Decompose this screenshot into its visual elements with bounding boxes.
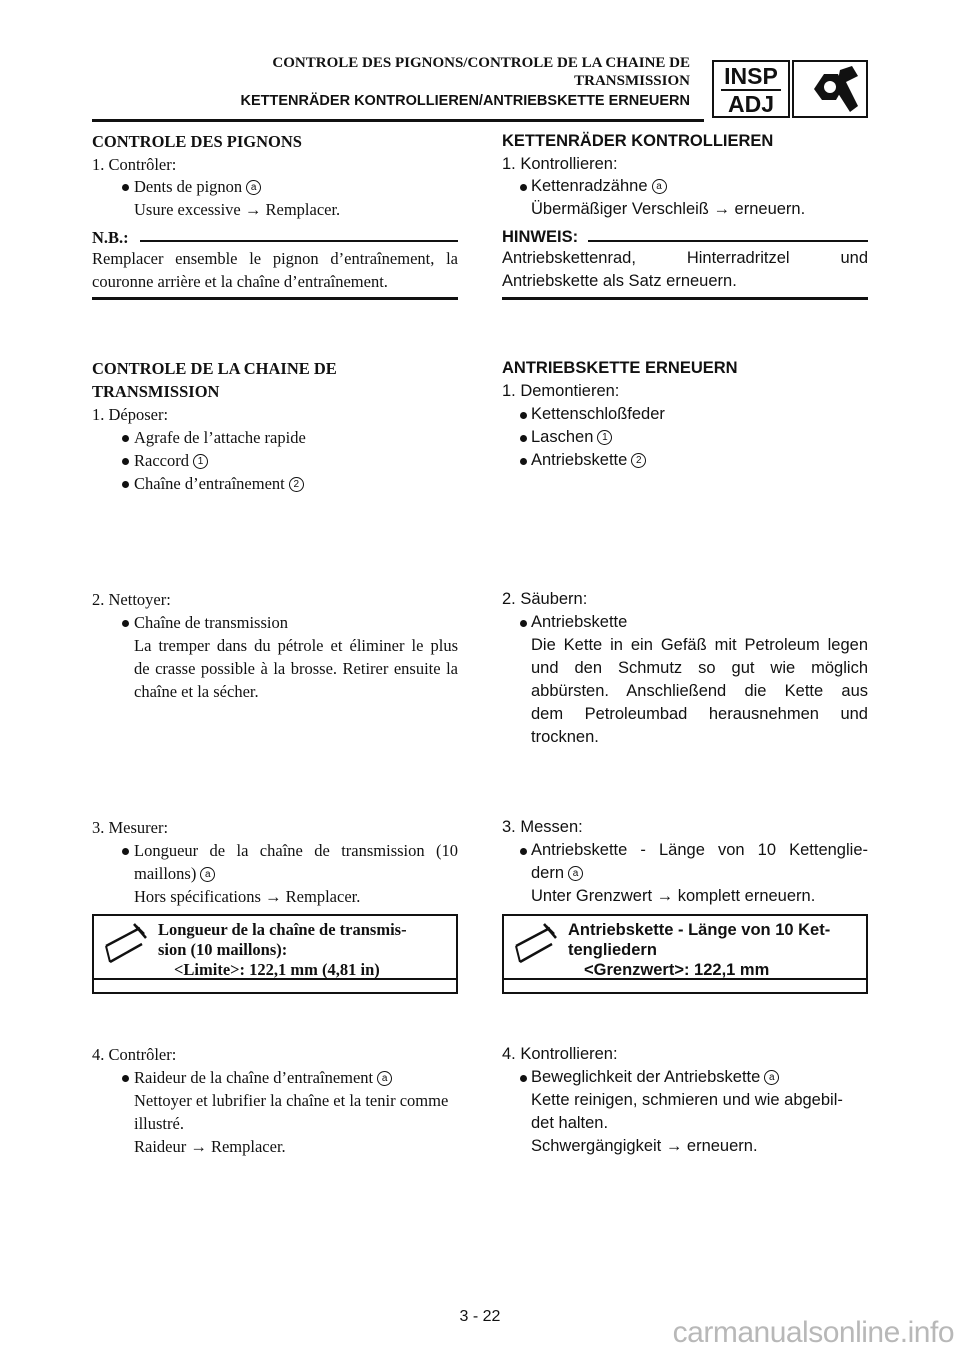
bullet-icon xyxy=(122,184,129,191)
de-chain-bullet-4: Antriebskette xyxy=(531,613,628,631)
de-chain-step-3: 3. Messen: xyxy=(502,818,583,836)
fr-chain-bullet-3: Chaîne d’entraînement 2 xyxy=(134,474,304,494)
bullet-icon xyxy=(122,435,129,442)
fr-nb-text-2: couronne arrière et la chaîne d’entraînement. xyxy=(92,272,388,291)
nb-rule xyxy=(588,240,868,242)
de-chain-step-2: 2. Säubern: xyxy=(502,590,588,608)
de-chain-bullet-1: Kettenschloßfeder xyxy=(531,405,665,423)
fr-chain-step-3: 3. Mesurer: xyxy=(92,818,169,837)
fr-chain-bullet-2: Raccord 1 xyxy=(134,451,208,471)
de-spec-box xyxy=(502,914,868,994)
header-title-fr-1: CONTROLE DES PIGNONS/CONTROLE DE LA CHAINE DE xyxy=(272,55,690,71)
fr-clean-3: chaîne et la sécher. xyxy=(134,682,259,701)
fr-sprocket-step-1: 1. Contrôler: xyxy=(92,155,177,174)
bullet-icon xyxy=(520,412,527,419)
bullet-icon xyxy=(122,481,129,488)
fr-stiff-3: Raideur → Remplacer. xyxy=(134,1137,286,1156)
fr-measure-2: maillons) a xyxy=(134,864,215,884)
de-clean-4: dem Petroleumbad herausnehmen und xyxy=(531,705,868,723)
de-nb-label: HINWEIS: xyxy=(502,228,579,246)
de-spec-line-1: Antriebskette - Länge von 10 Ket- xyxy=(568,921,831,939)
fr-nb-text-1: Remplacer ensemble le pignon d’entraînement, la xyxy=(92,249,458,268)
de-stiff-3: Schwergängigkeit → erneuern. xyxy=(531,1137,758,1155)
fr-chain-bullet-4: Chaîne de transmission xyxy=(134,613,288,632)
fr-spec-line-2: sion (10 maillons): xyxy=(158,940,288,959)
callout-a-icon: a xyxy=(568,866,583,881)
callout-a-icon: a xyxy=(652,179,667,194)
callout-2-icon: 2 xyxy=(289,477,304,492)
de-clean-3: abbürsten. Anschließend die Kette aus xyxy=(531,682,868,700)
fr-spec-line-1: Longueur de la chaîne de transmis- xyxy=(158,920,407,939)
header-title-de: KETTENRÄDER KONTROLLIEREN/ANTRIEBSKETTE ERNEUERN xyxy=(240,93,690,109)
callout-a-icon: a xyxy=(377,1071,392,1086)
fr-clean-1: La tremper dans du pétrole et éliminer le plus xyxy=(134,636,458,655)
bullet-icon xyxy=(520,184,527,191)
bullet-icon xyxy=(520,848,527,855)
fr-stiff-bullet: Raideur de la chaîne d’entraînement a xyxy=(134,1068,392,1088)
de-nb-text-2: Antriebskette als Satz erneuern. xyxy=(502,272,737,290)
fr-clean-2: de crasse possible à la brosse. Retirer ensuite la xyxy=(134,659,458,678)
fr-chain-step-4: 4. Contrôler: xyxy=(92,1045,177,1064)
bullet-icon xyxy=(122,458,129,465)
bullet-icon xyxy=(520,458,527,465)
bullet-icon xyxy=(122,1075,129,1082)
page-number: 3 - 22 xyxy=(459,1308,501,1325)
nb-end-rule xyxy=(92,297,458,300)
de-stiff-1: Kette reinigen, schmieren und wie abgebil- xyxy=(531,1091,843,1109)
de-stiff-2: det halten. xyxy=(531,1114,609,1132)
spec-caliper-icon xyxy=(510,922,560,974)
callout-2-icon: 2 xyxy=(631,453,646,468)
fr-sprocket-bullet-1: Dents de pignon a xyxy=(134,177,261,197)
fr-chain-step-1: 1. Déposer: xyxy=(92,405,169,424)
fr-measure-1: Longueur de la chaîne de transmission (10 xyxy=(134,841,458,860)
fr-measure-limit: Hors spécifications → Remplacer. xyxy=(134,887,361,906)
bullet-icon xyxy=(520,435,527,442)
de-chain-step-1: 1. Demontieren: xyxy=(502,382,620,400)
fr-spec-box xyxy=(92,914,458,994)
bullet-icon xyxy=(122,848,129,855)
de-clean-5: trocknen. xyxy=(531,728,599,746)
callout-1-icon: 1 xyxy=(597,430,612,445)
de-measure-1: Antriebskette - Länge von 10 Kettenglie- xyxy=(531,841,868,859)
de-measure-limit: Unter Grenzwert → komplett erneuern. xyxy=(531,887,816,905)
german-column xyxy=(502,0,868,1300)
de-measure-2: dern a xyxy=(531,864,583,883)
de-nb-text-1: Antriebskettenrad, Hinterradritzel und xyxy=(502,249,868,267)
badge-adj: ADJ xyxy=(727,91,774,117)
de-clean-1: Die Kette in ein Gefäß mit Petroleum legen xyxy=(531,636,868,654)
de-chain-title: ANTRIEBSKETTE ERNEUERN xyxy=(502,359,738,377)
fr-chain-step-2: 2. Nettoyer: xyxy=(92,590,171,609)
callout-a-icon: a xyxy=(200,867,215,882)
de-sprocket-step-1: 1. Kontrollieren: xyxy=(502,155,618,173)
de-sprocket-title: KETTENRÄDER KONTROLLIEREN xyxy=(502,132,774,150)
de-stiff-bullet: Beweglichkeit der Antriebskette a xyxy=(531,1068,779,1087)
spec-caliper-icon xyxy=(100,922,150,974)
bullet-icon xyxy=(122,620,129,627)
fr-spec-line-3: <Limite>: 122,1 mm (4,81 in) xyxy=(174,960,380,979)
bullet-icon xyxy=(520,620,527,627)
fr-chain-title-1: CONTROLE DE LA CHAINE DE xyxy=(92,359,337,378)
de-clean-2: und den Schmutz so gut wie möglich xyxy=(531,659,868,677)
callout-a-icon: a xyxy=(764,1070,779,1085)
callout-1-icon: 1 xyxy=(193,454,208,469)
de-chain-bullet-3: Antriebskette 2 xyxy=(531,451,646,470)
de-spec-line-2: tengliedern xyxy=(568,941,657,959)
bullet-icon xyxy=(520,1075,527,1082)
header-title-fr-2: TRANSMISSION xyxy=(574,73,690,89)
nb-rule xyxy=(140,240,458,242)
fr-chain-title-2: TRANSMISSION xyxy=(92,382,220,401)
de-chain-step-4: 4. Kontrollieren: xyxy=(502,1045,618,1063)
de-chain-bullet-2: Laschen 1 xyxy=(531,428,612,447)
fr-stiff-2: illustré. xyxy=(134,1114,184,1133)
de-sprocket-note: Übermäßiger Verschleiß → erneuern. xyxy=(531,200,806,218)
de-spec-line-3: <Grenzwert>: 122,1 mm xyxy=(584,961,770,979)
callout-a-icon: a xyxy=(246,180,261,195)
fr-sprocket-title: CONTROLE DES PIGNONS xyxy=(92,132,302,151)
watermark: carmanualsonline.info xyxy=(672,1316,954,1349)
fr-stiff-1: Nettoyer et lubrifier la chaîne et la tenir comme xyxy=(134,1091,449,1110)
de-sprocket-bullet-1: Kettenradzähne a xyxy=(531,177,667,196)
french-column xyxy=(92,0,458,1300)
fr-chain-bullet-1: Agrafe de l’attache rapide xyxy=(134,428,306,447)
fr-nb-label: N.B.: xyxy=(92,228,129,247)
fr-sprocket-note: Usure excessive → Remplacer. xyxy=(134,200,341,219)
nb-end-rule xyxy=(502,297,868,300)
badge-insp: INSP xyxy=(724,63,778,89)
